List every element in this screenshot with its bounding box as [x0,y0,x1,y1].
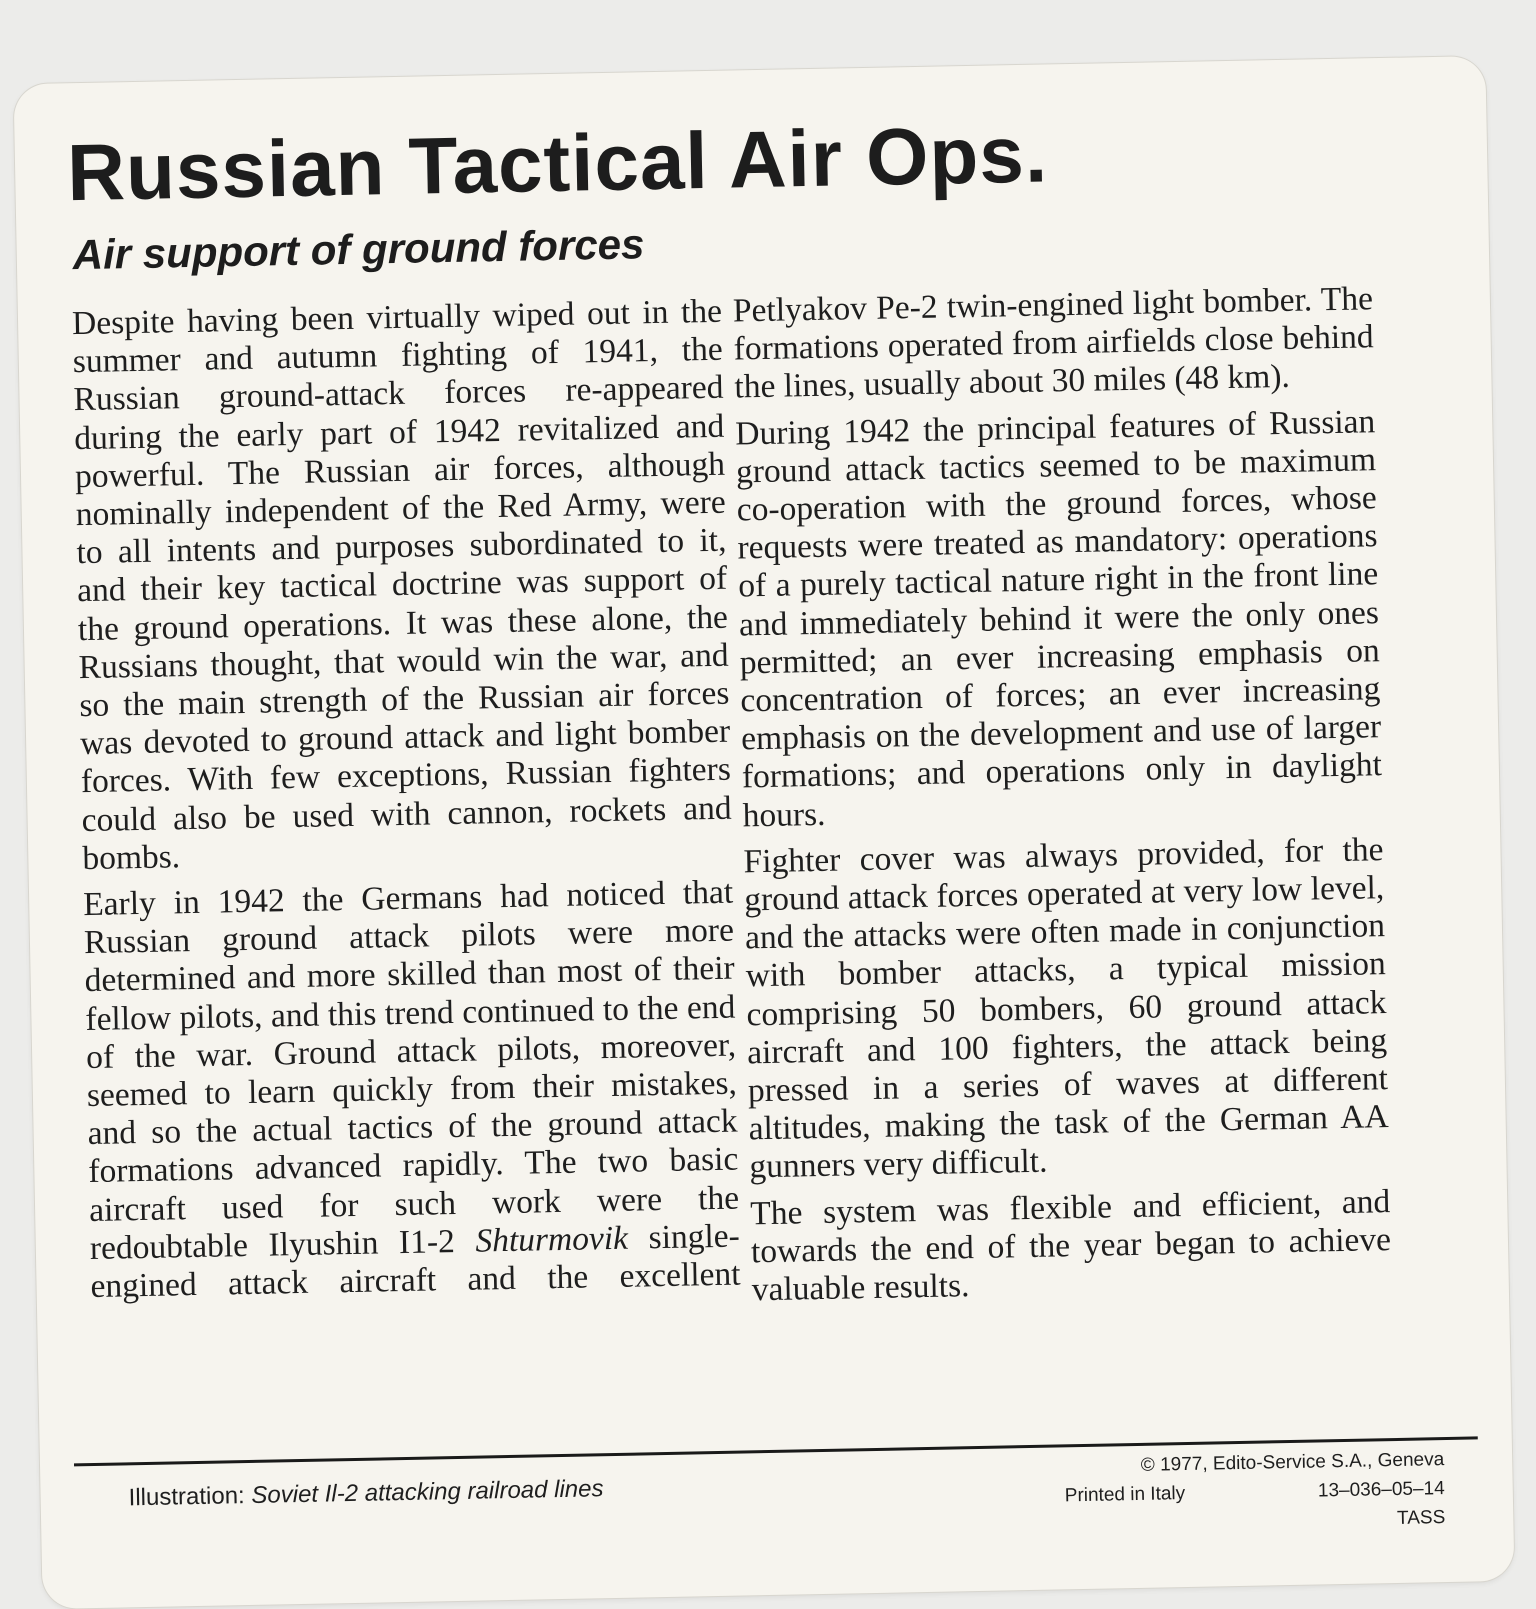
agency-text: TASS [1396,1507,1446,1529]
card-code: 13–036–05–14 [1317,1478,1445,1502]
paragraph: The system was flexible and efficient, and towards the end of the year began to achieve valuable results. [749,1182,1392,1309]
paragraph-text: Early in 1942 the Germans had noticed that Russian ground attack pilots were more determined and more skilled than most of their fellow pilots, and this trend continued to the end of the war. Ground attack pilots, moreover, seemed to learn quickly from their mistakes, and so the actual tactics of the ground attack formations advanced rapidly. The two basic aircraft used for such work were the redoubtable Ilyushin I1-2 [82,873,740,1267]
left-column [72,293,741,1315]
printed-text: Printed in Italy [1064,1483,1186,1507]
illustration-credit [128,1475,603,1512]
card [13,56,1514,1609]
paragraph: During 1942 the principal features of Russian ground attack tactics seemed to be maximum co-operation with the ground forces, whose requests were treated as mandatory: operations of a purely tactical nature right in the front line and immediately behind it were the only ones permitted; an ever increasing emphasis on concentration of forces; an ever increasing emphasis on the development and use of larger formations; and operations only in daylight hours. [734,402,1383,835]
paragraph [83,874,741,1307]
illustration-caption: Soviet Il-2 attacking railroad lines [251,1475,604,1509]
aircraft-name: Shturmovik [475,1219,629,1260]
paragraph-text: single-engined attack aircraft and the excellent [90,1217,741,1306]
publisher-credits [1024,1445,1446,1540]
card-title: Russian Tactical Air Ops. [66,109,1049,218]
paragraph: Fighter cover was always provided, for the ground attack forces operated at very low level, and the attacks were often made in conjunction with bomber attacks, a typical mission comprising 50 bombers, 60 ground attack aircraft and 100 fighters, the attack being pressed in a series of waves at different altitudes, making the task of the German AA gunners very difficult. [743,830,1389,1186]
copyright-text: © 1977, Edito-Service S.A., Geneva [1140,1449,1445,1476]
paragraph: Despite having been virtually wiped out in the summer and autumn fighting of 1941, the Russian ground-attack forces re-appeared during the early part of 1942 revitalized and powerful. The Russian air forces, although nominally independent of the Red Army, were to all intents and purposes subordinated to it, and their key tactical doctrine was support of the ground operations. It was these alone, the Russians thought, that would win the war, and so the main strength of the Russian air forces was devoted to ground attack and light bomber forces. With few exceptions, Russian fighters could also be used with cannon, rockets and bombs. [71,292,732,877]
right-column [733,280,1393,1317]
card-subtitle: Air support of ground forces [72,220,645,279]
illustration-label: Illustration: [128,1482,245,1512]
paragraph: Petlyakov Pe-2 twin-engined light bomber. The formations operated from airfields close behind the lines, usually about 30 miles (48 km). [732,280,1374,406]
